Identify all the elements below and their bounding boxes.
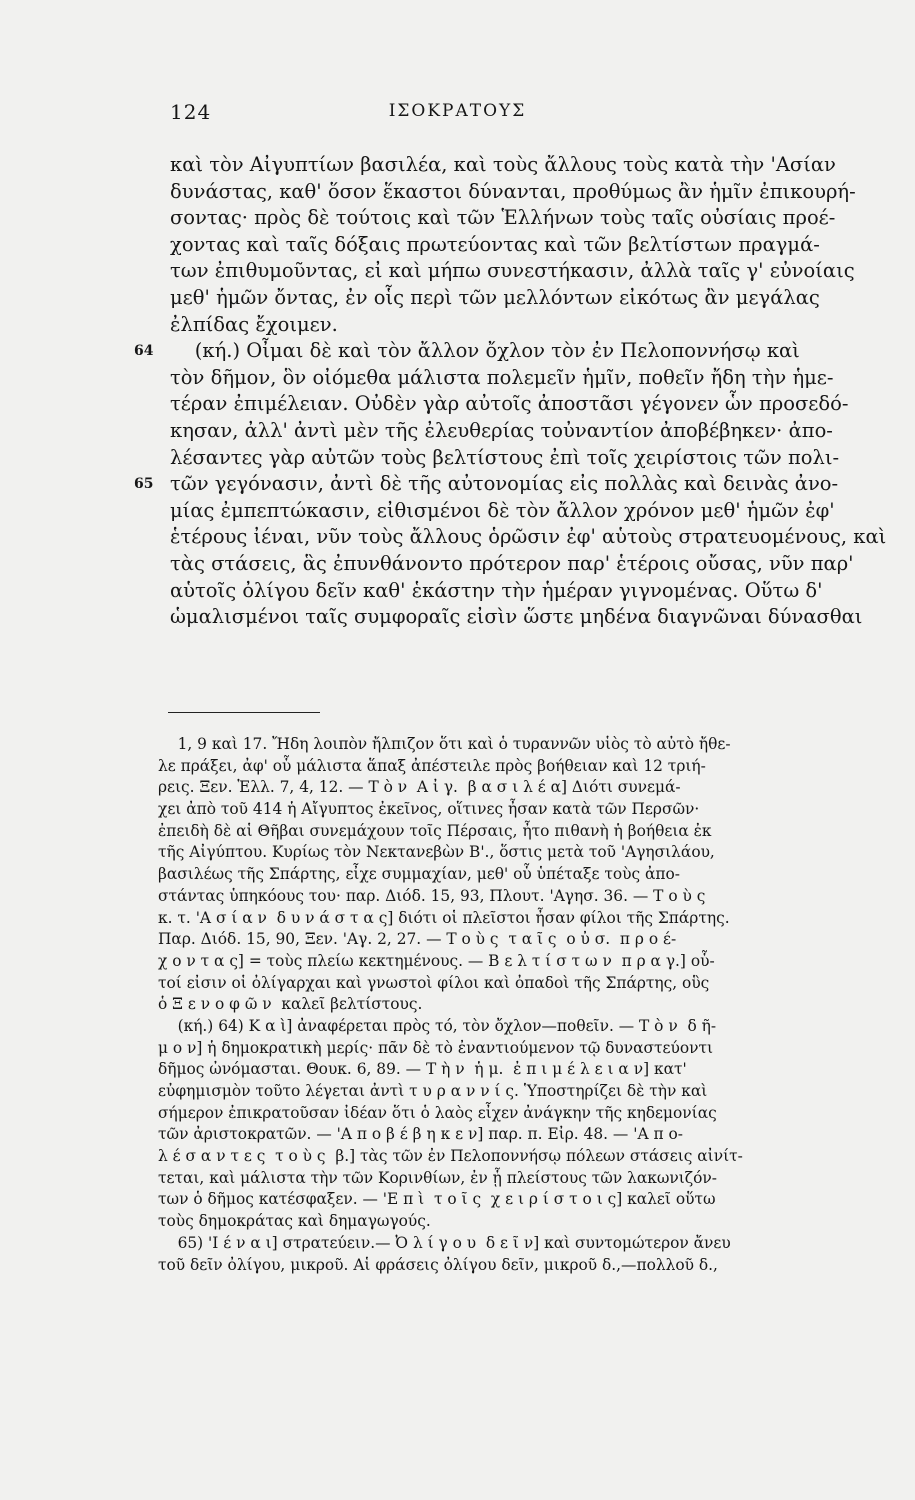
footnote-rule	[168, 712, 320, 713]
text-line-content: μίας ἐμπεπτώκασιν, εἰθισμένοι δὲ τὸν ἄλλον χρόνον μεθ' ἡμῶν ἐφ'	[170, 498, 835, 522]
page-number: 124	[170, 100, 212, 124]
footnote-line: τοὺς δημοκράτας καὶ δημαγωγούς.	[158, 1212, 431, 1231]
text-line	[170, 312, 905, 339]
footnote-line: τεται, καὶ μάλιστα τὴν τῶν Κορινθίων, ἐν ᾗ πλείστους τῶν λακωνιζόν-	[158, 1168, 717, 1187]
footnote-line: ἐπειδὴ δὲ αἱ Θῆβαι συνεμάχουν τοῖς Πέρσαις, ἦτο πιθανὴ ἡ βοήθεια ἐκ	[158, 821, 712, 840]
footnote-line: 65) 'Ι έ ν α ι] στρατεύειν.— Ὀ λ ί γ ο υ δ ε ῖ ν] καὶ συντομώτερον ἄνευ	[158, 1233, 731, 1252]
text-line-content: κησαν, ἀλλ' ἀντὶ μὲν τῆς ἐλευθερίας τοὐναντίον ἀποβέβηκεν· ἀπο-	[170, 418, 833, 442]
text-line	[170, 391, 905, 418]
text-line-content: τὸν δῆμον, ὃν οἰόμεθα μάλιστα πολεμεῖν ἡμῖν, ποθεῖν ἤδη τὴν ἡμε-	[170, 365, 834, 389]
text-line-content: αὑτοῖς ὀλίγου δεῖν καθ' ἑκάστην τὴν ἡμέραν γιγνομένας. Οὕτω δ'	[170, 578, 823, 602]
margin-section-number: 64	[134, 343, 154, 360]
text-line	[170, 604, 905, 631]
text-line	[170, 205, 905, 232]
text-line	[170, 258, 905, 285]
margin-section-number: 65	[134, 476, 154, 493]
text-line-content: τῶν γεγόνασιν, ἀντὶ δὲ τῆς αὐτονομίας εἰς πολλὰς καὶ δεινὰς ἀνο-	[170, 472, 839, 496]
footnote-line: λ έ σ α ν τ ε ς τ ο ὺ ς β.] τὰς τῶν ἐν Πελοποννήσῳ πόλεων στάσεις αἰνίτ-	[158, 1147, 743, 1166]
text-line	[170, 498, 905, 525]
footnote-line: σήμερον ἐπικρατοῦσαν ἰδέαν ὅτι ὁ λαὸς εἶχεν ἀνάγκην τῆς κηδεμονίας	[158, 1103, 717, 1122]
text-line-content: δυνάστας, καθ' ὅσον ἕκαστοι δύνανται, προθύμως ἂν ἡμῖν ἐπικουρή-	[170, 179, 856, 203]
footnote-line: κ. τ. 'Α σ ί α ν δ υ ν ά σ τ α ς] διότι οἱ πλεῖστοι ἦσαν φίλοι τῆς Σπάρτης.	[158, 908, 730, 927]
text-line	[170, 551, 905, 578]
footnote-line: βασιλέως τῆς Σπάρτης, εἶχε συμμαχίαν, μεθ' οὗ ὑπέταξε τοὺς ἀπο-	[158, 865, 680, 884]
text-line-content: ὡμαλισμένοι ταῖς συμφοραῖς εἰσὶν ὥστε μηδένα διαγνῶναι δύνασθαι	[170, 605, 863, 629]
text-line-content: ἐλπίδας ἔχοιμεν.	[170, 312, 338, 336]
text-line-content: (κή.) Οἶμαι δὲ καὶ τὸν ἄλλον ὄχλον τὸν ἐν Πελοποννήσῳ καὶ	[170, 339, 800, 363]
footnote-line: τοῦ δεῖν ὀλίγου, μικροῦ. Αἱ φράσεις ὀλίγου δεῖν, μικροῦ δ.,—πολλοῦ δ.,	[158, 1255, 718, 1274]
text-line	[134, 338, 905, 365]
text-line	[170, 418, 905, 445]
main-text-block	[134, 152, 905, 631]
footnote-line: Παρ. Διόδ. 15, 90, Ξεν. 'Αγ. 2, 27. — Τ ο ὺ ς τ α ῖ ς ο ὐ σ. π ρ ο έ-	[158, 930, 677, 949]
running-title: ΙΣΟΚΡΑΤΟΥΣ	[388, 101, 527, 121]
text-line	[170, 285, 905, 312]
text-line	[170, 179, 905, 206]
text-line-content: καὶ τὸν Αἰγυπτίων βασιλέα, καὶ τοὺς ἄλλους τοὺς κατὰ τὴν 'Ασίαν	[170, 153, 836, 176]
text-line	[170, 365, 905, 392]
text-line-content: των ἐπιθυμοῦντας, εἰ καὶ μήπω συνεστήκασιν, ἀλλὰ ταῖς γ' εὐνοίαις	[170, 259, 855, 283]
footnote-line: χ ο ν τ α ς] = τοὺς πλείω κεκτημένους. — Β ε λ τ ί σ τ ω ν π ρ α γ.] οὗ-	[158, 951, 715, 970]
footnote-line: τῆς Αἰγύπτου. Κυρίως τὸν Νεκτανεβὼν Β'., ὅστις μετὰ τοῦ 'Αγησιλάου,	[158, 843, 715, 862]
text-line-content: λέσαντες γὰρ αὐτῶν τοὺς βελτίστους ἐπὶ τοῖς χειρίστοις τῶν πολι-	[170, 445, 840, 469]
text-line-content: μεθ' ἡμῶν ὄντας, ἐν οἷς περὶ τῶν μελλόντων εἰκότως ἂν μεγάλας	[170, 285, 820, 309]
footnote-line: δῆμος ὠνόμασται. Θουκ. 6, 89. — Τ ὴ ν ἡ μ. ἐ π ι μ έ λ ε ι α ν] κατ'	[158, 1060, 687, 1079]
text-line	[134, 471, 905, 498]
footnote-line: στάντας ὑπηκόους του· παρ. Διόδ. 15, 93, Πλουτ. 'Αγησ. 36. — Τ ο ὺ ς	[158, 886, 706, 905]
text-line-content: τὰς στάσεις, ἃς ἐπυνθάνοντο πρότερον παρ' ἑτέροις οὔσας, νῦν παρ'	[170, 551, 854, 575]
text-line	[170, 445, 905, 472]
footnote-line: 1, 9 καὶ 17. Ἤδη λοιπὸν ἤλπιζον ὅτι καὶ ὁ τυραννῶν υἱὸς τὸ αὐτὸ ἤθε-	[158, 735, 731, 753]
footnote-line: (κή.) 64) Κ α ὶ] ἀναφέρεται πρὸς τό, τὸν ὄχλον—ποθεῖν. — Τ ὸ ν δ ῆ-	[158, 1016, 717, 1035]
text-line	[170, 152, 905, 179]
footnote-line: εὐφημισμὸν τοῦτο λέγεται ἀντὶ τ υ ρ α ν ν ί ς. Ὑποστηρίζει δὲ τὴν καὶ	[158, 1082, 708, 1100]
footnote-line: των ὁ δῆμος κατέσφαξεν. — 'Ε π ὶ τ ο ῖ ς χ ε ι ρ ί σ τ ο ι ς] καλεῖ οὕτω	[158, 1190, 716, 1209]
text-line	[170, 232, 905, 259]
text-line-content: τέραν ἐπιμέλειαν. Οὐδὲν γὰρ αὐτοῖς ἀποστᾶσι γέγονεν ὧν προσεδό-	[170, 392, 849, 416]
text-line-content: χοντας καὶ ταῖς δόξαις πρωτεύοντας καὶ τῶν βελτίστων πραγμά-	[170, 232, 820, 256]
text-line-content: ἑτέρους ἰέναι, νῦν τοὺς ἄλλους ὁρῶσιν ἐφ' αὑτοὺς στρατευομένους, καὶ	[170, 525, 887, 549]
footnote-line: λε πράξει, ἀφ' οὗ μάλιστα ἅπαξ ἀπέστειλε πρὸς βοήθειαν καὶ 12 τριή-	[158, 756, 706, 775]
text-line	[170, 578, 905, 605]
text-line	[170, 524, 905, 551]
footnote-line: τοί εἰσιν οἱ ὀλίγαρχαι καὶ γνωστοὶ φίλοι καὶ ὀπαδοὶ τῆς Σπάρτης, οὓς	[158, 973, 710, 992]
footnote-line: ὁ Ξ ε ν ο φ ῶ ν καλεῖ βελτίστους.	[158, 995, 423, 1014]
text-line-content: σοντας· πρὸς δὲ τούτοις καὶ τῶν Ἑλλήνων τοὺς ταῖς οὐσίαις προέ-	[170, 206, 836, 230]
footnote-line: τῶν ἀριστοκρατῶν. — 'Α π ο β έ β η κ ε ν] παρ. π. Εἰρ. 48. — 'Α π ο-	[158, 1125, 683, 1144]
footnote-line: μ ο ν] ἡ δημοκρατικὴ μερίς· πᾶν δὲ τὸ ἐναντιούμενον τῷ δυναστεύοντι	[158, 1038, 714, 1057]
footnotes-block	[158, 734, 903, 1276]
footnote-line: χει ἀπὸ τοῦ 414 ἡ Αἴγυπτος ἐκεῖνος, οἵτινες ἦσαν κατὰ τῶν Περσῶν·	[158, 800, 700, 819]
footnote-line: ρεις. Ξεν. Ἑλλ. 7, 4, 12. — Τ ὸ ν Α ἰ γ. β α σ ι λ έ α] Διότι συνεμά-	[158, 778, 681, 797]
